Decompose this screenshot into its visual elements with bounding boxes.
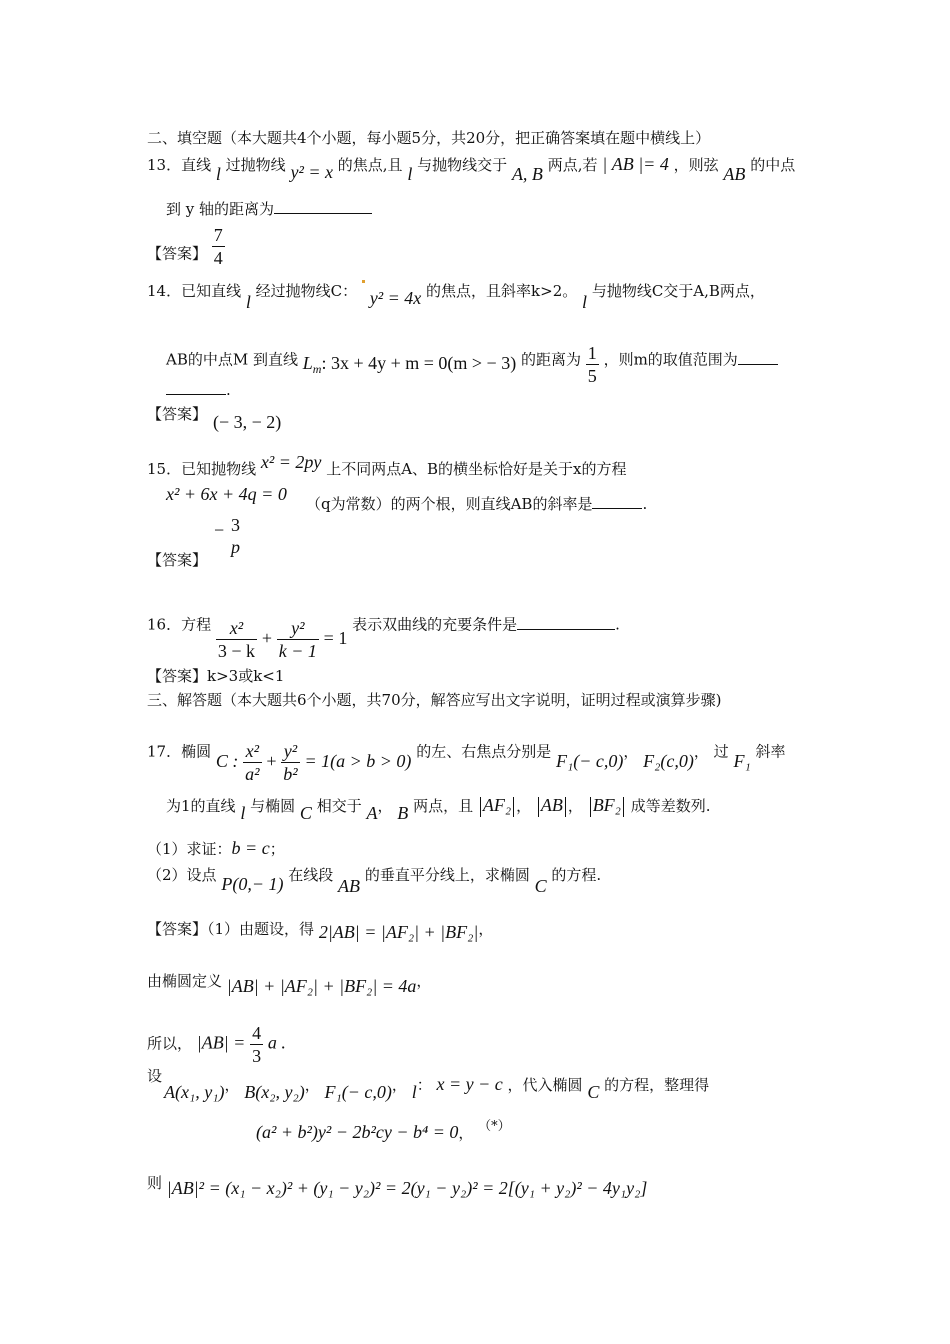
q13-text: 两点,若 [547,156,598,174]
q13-text: 的中点 [750,156,796,174]
fraction-numerator: 4 [252,1023,262,1043]
solution-eq-2: |AB| + |AF₂| + |BF₂| = 4a [226,976,417,996]
solution-ellipse-C: C [587,1082,600,1102]
q17-part-2-label: （2）设点 [147,866,217,884]
solution-line-5: (a² + b²)y² − 2b²cy − b⁴ = 0， （*） [256,1119,511,1142]
solution-text: 设 [147,1067,163,1085]
q15-answer-value [214,514,242,558]
q14-parabola-eq: y² = 4x [369,288,422,308]
q17-segment-AB: AB [338,876,361,896]
solution-quadratic: (a² + b²)y² − 2b²cy − b⁴ = 0 [256,1122,459,1142]
solution-text: 所以， [147,1034,193,1053]
section-2-header: 二、填空题（本大题共4个小题，每小题5分，共20分，把正确答案填在题中横线上） [147,129,711,147]
q17-ellipse-name: C : [215,750,239,771]
q14-text: 的焦点，且斜率k>2。 [426,282,578,300]
fraction-denominator: 5 [587,366,597,386]
question-17-line-2: 为1的直线 l 与椭圆 C 相交于 A， B 两点，且 AF₂ ， AB ， BF₂ 成等差数列. [166,795,711,823]
q17-fraction-y [281,740,299,785]
question-13-line-2 [166,199,372,219]
q17-BF2: BF₂ [592,795,621,815]
q14-distance-fraction [586,342,599,387]
q17-text: ； [269,840,285,858]
q13-line-l: l [215,164,221,184]
q17-text: 相交于 [316,797,362,815]
q17-part-1-eq: b = c [231,838,270,858]
solution-text: 则 [147,1174,163,1192]
q15-answer-fraction [229,514,242,558]
q17-line-l: l [240,803,246,823]
fraction-denominator: k − 1 [278,641,317,661]
fraction-numerator: x² [245,741,260,761]
q15-parabola-eq: x² = 2py [260,452,322,472]
q14-answer-value: (− 3, − 2) [213,412,282,432]
q17-AF2: AF₂ [482,795,512,815]
q14-text: 与抛物线C交于A,B两点， [591,282,765,300]
q15-answer-sign: − [214,520,225,540]
fraction-numerator: y² [283,741,298,761]
q17-text: 在线段 [288,866,334,884]
q13-answer [147,225,225,277]
q17-AB: AB [540,795,563,815]
q14-answer-blank [738,350,778,365]
fraction-denominator: 3 − k [217,641,256,661]
solution-line-1: 【答案】（1）由题设，得 2|AB| = |AF₂| + |BF₂|， [147,920,494,942]
q17-point-A: A [366,803,378,823]
solution-star: （*） [478,1119,511,1134]
solution-text: 由椭圆定义 [147,972,223,990]
q17-focus-1: F₁(− c,0) [555,750,624,771]
solution-line-6 [147,1172,648,1198]
solution-eq-3-rhs: a . [267,1032,286,1053]
q17-text: 斜率 [755,742,786,761]
q13-text: 到 y 轴的距离为 [166,200,275,218]
q15-text: （q为常数）的两个根，则直线AB的斜率是 [306,495,593,513]
q14-line-name: $L_m$ [302,352,322,376]
q15-text: . [642,495,648,513]
q16-fraction-y [277,617,319,662]
solution-line-2: 由椭圆定义 |AB| + |AF₂| + |BF₂| = 4a， [147,972,432,996]
fraction-numerator: y² [291,618,305,638]
q15-answer [147,550,207,570]
q17-number: 17．椭圆 [147,742,212,761]
fraction-numerator: x² [229,618,244,638]
question-17-line-1: 17．椭圆 C : $\frac{\text{x²}}{\text{a²}}$ + $\frac{\text{y²}}{\text{b²}}$ = 1(a > b > 0) 的左、右焦点分别是 F₁(− c,0)， F₂(c,0)， 过 F₁ 斜率 [147,741,786,784]
q17-point-B: B [397,803,409,823]
question-16-line-1 [147,603,620,661]
solution-text: （1）由题设，得 [207,920,315,938]
q16-equals: = 1 [323,627,348,648]
solution-eq-3-lhs: |AB| = [196,1032,246,1053]
question-14-line-1 [147,280,765,312]
q17-part-2 [147,864,602,896]
q13-text: 过抛物线 [225,156,286,174]
solution-line-4 [147,1066,162,1086]
q17-part-1-label: （1）求证： [147,840,232,858]
q16-number: 16．方程 [147,615,212,634]
q13-answer-blank [274,199,372,214]
q17-text: 的方程. [551,866,602,884]
q15-answer-blank [592,494,642,509]
q13-parabola-eq: y² = x [290,162,333,182]
q13-answer-fraction [212,224,225,269]
q17-part-1 [147,838,285,859]
q16-answer-blank [517,615,615,630]
solution-point-A: A(x₁, y₁) [164,1082,225,1102]
fraction-denominator: p [230,537,240,557]
q17-text: 过 [713,742,729,761]
q13-points: A, B [511,164,543,184]
answer-label: 【答案】 [147,667,208,685]
q17-point-P: P(0,− 1) [221,874,284,894]
q13-text: 与抛物线交于 [417,156,508,174]
solution-line-l: l [411,1082,417,1102]
plus-sign: + [261,627,272,648]
q13-number: 13．直线 [147,156,212,174]
q16-answer-value: k>3或k<1 [207,667,285,685]
q14-text: AB的中点M 到直线 [166,350,298,369]
q16-text: 表示双曲线的充要条件是 [352,615,518,634]
fraction-numerator: 1 [587,343,597,363]
q15-text: 上不同两点A、B的横坐标恰好是关于x的方程 [326,460,627,478]
q13-condition: | AB |= 4 [602,154,669,174]
q13-text: 的焦点,且 [337,156,403,174]
q14-text: 经过抛物线C： [255,282,358,300]
q17-text: 的垂直平分线上，求椭圆 [364,866,530,884]
fraction-denominator: 4 [213,248,223,268]
q14-answer [147,404,207,424]
q14-text: 的距离为 [520,350,581,369]
solution-line-4-math: A(x₁, y₁)， B(x₂, y₂)， F₁(− c,0)， l： x = y − c ，代入椭圆 C 的方程，整理得 [164,1074,710,1102]
q14-line-l: l [582,292,588,312]
q14-number: 14．已知直线 [147,282,242,300]
solution-focus-F1: F₁(− c,0) [324,1082,392,1102]
q16-text: . [615,615,620,634]
q14-line-l: l [245,292,251,312]
q15-number: 15．已知抛物线 [147,460,257,478]
q16-answer [147,666,284,686]
question-14-line-3 [166,380,231,400]
question-14-line-2 [166,338,778,386]
q17-text: 两点，且 [413,797,474,815]
q17-text: 成等差数列. [630,797,711,815]
question-13-line-1 [147,154,796,184]
solution-line-3 [147,1022,286,1067]
fraction-denominator: 3 [252,1046,262,1066]
q15-quadratic-eq: x² + 6x + 4q = 0 [166,484,287,504]
plus-sign: + [266,750,277,771]
q17-text: 为1的直线 [166,797,236,815]
q17-text: 与椭圆 [250,797,296,815]
q13-chord: AB [723,164,746,184]
question-15-line-2 [306,494,647,514]
q14-text: . [226,381,231,399]
q14-answer-blank-cont [166,380,226,395]
solution-fraction [250,1022,263,1067]
q13-text: ，则弦 [673,156,719,174]
question-15-line-1 [147,452,627,479]
q17-focus-2: F₂(c,0) [643,750,694,771]
q17-text: 的左、右焦点分别是 [416,742,552,761]
section-3-header: 三、解答题（本大题共6个小题，共70分，解答应写出文字说明，证明过程或演算步骤) [147,691,722,709]
q17-focus-1b: F₁ [733,750,751,771]
answer-label: 【答案】 [147,244,208,263]
q17-fraction-x [243,740,261,785]
fraction-numerator: 3 [230,515,240,535]
fraction-denominator: a² [245,764,260,784]
answer-label: 【答案】 [147,920,208,938]
solution-line-eq: x = y − c [436,1074,503,1094]
q14-line-equation: : 3x + 4y + m = 0(m > − 3) [321,352,517,373]
q13-line-l: l [407,164,413,184]
q17-ellipse-C: C [299,803,312,823]
solution-text: ，代入椭圆 [507,1076,583,1094]
solution-point-B: B(x₂, y₂) [244,1082,305,1102]
q14-text: ，则m的取值范围为 [603,350,738,369]
q16-fraction-x [216,617,257,662]
solution-text: 的方程，整理得 [604,1076,710,1094]
stray-mark [362,280,365,283]
fraction-denominator: b² [283,764,298,784]
answer-label: 【答案】 [147,405,208,423]
solution-ab-squared: |AB|² = (x₁ − x₂)² + (y₁ − y₂)² = 2(y₁ − y₂)² = 2[(y₁ + y₂)² − 4y₁y₂] [166,1178,648,1198]
answer-label: 【答案】 [147,551,208,569]
q17-ellipse-C: C [534,876,547,896]
q17-condition: = 1(a > b > 0) [304,750,412,771]
fraction-numerator: 7 [213,225,223,245]
solution-eq-1: 2|AB| = |AF₂| + |BF₂| [318,922,479,942]
